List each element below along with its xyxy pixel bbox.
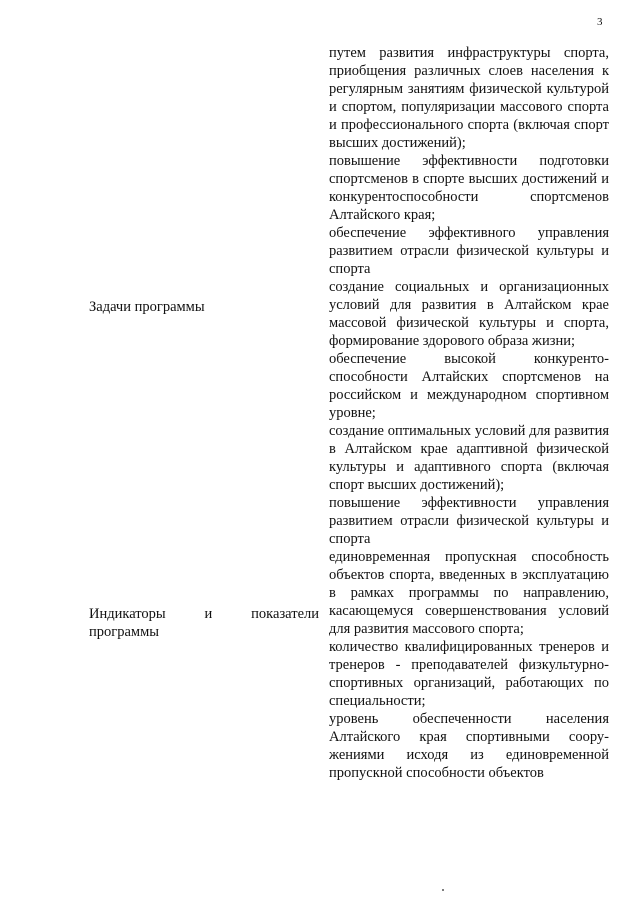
goal-paragraph-1: путем развития инфраструктуры спорта, приобщения различных слоев населения к регулярным занятиям физической культурой и спортом, популяризации массового спорта и профессионального спорта (включая спорт высших достижений); (329, 45, 609, 151)
task-paragraph-2: обеспечение высокой конкурентоспособности Алтайских спортсменов на российском и международном спортивном уровне; (329, 351, 609, 421)
section-label-indicators-line1: Индикаторы и показатели (89, 606, 319, 622)
task-paragraph-3: создание оптимальных условий для развития в Алтайском крае адаптивной физической культуры и адаптивного спорта (включая спорт высших достижений); (329, 423, 609, 493)
page-number: 3 (597, 16, 603, 28)
program-details-column (329, 44, 609, 782)
task-paragraph-1: создание социальных и организационных условий для развития в Алтайском крае массовой физической культуры и спорта, формирование здорового образа жизни; (329, 279, 609, 349)
section-label-indicators-line2: программы (89, 624, 159, 640)
scan-speck (442, 889, 444, 891)
indicator-paragraph-2: количество квалифицированных тренеров и тренеров - преподавателей физкультурно-спортивных организаций, работающих по специальности; (329, 639, 609, 709)
task-paragraph-4: повышение эффективности управления развитием отрасли физической культуры и спорта (329, 495, 609, 547)
goal-paragraph-2: повышение эффективности подготовки спортсменов в спорте высших достижений и конкурентоспособности спортсменов Алтайского края; (329, 153, 609, 223)
section-label-indicators (89, 605, 319, 641)
indicator-paragraph-1: единовременная пропускная способность объектов спорта, введенных в эксплуатацию в рамках программы по направлению, касающемуся совершенствования условий для развития массового спорта; (329, 549, 609, 637)
section-label-tasks: Задачи программы (89, 299, 205, 315)
indicator-paragraph-3: уровень обеспеченности населения Алтайского края спортивными сооружениями исходя из единовременной пропускной способности объектов (329, 711, 609, 781)
goal-paragraph-3: обеспечение эффективного управления развитием отрасли физической культуры и спорта (329, 225, 609, 277)
